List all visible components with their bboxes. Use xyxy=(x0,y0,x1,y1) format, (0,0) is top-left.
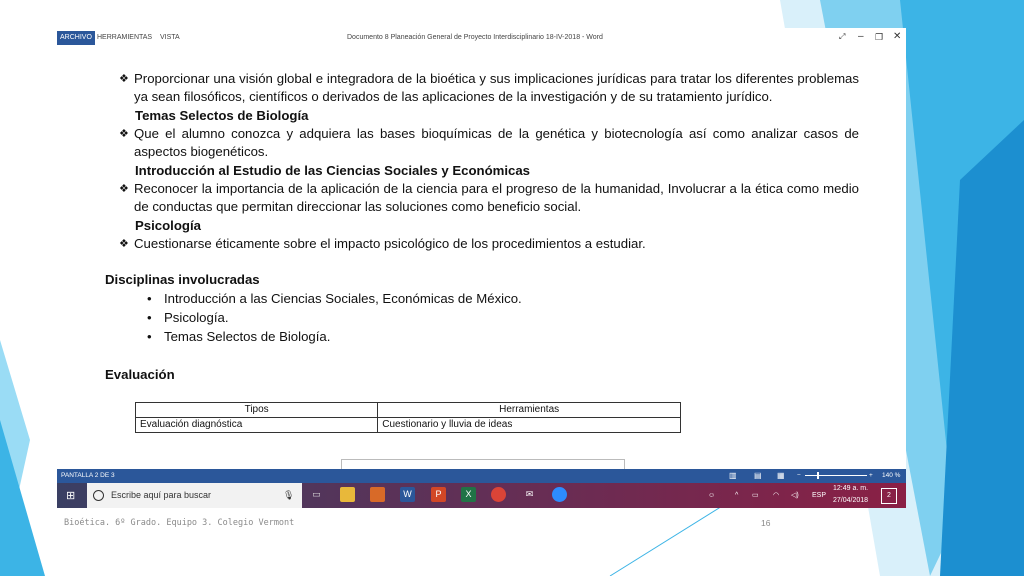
status-bar xyxy=(57,469,906,483)
battery-icon[interactable]: ▭ xyxy=(752,492,759,499)
microphone-icon[interactable]: 🎙 xyxy=(283,490,295,500)
diamond-bullet-icon: ❖ xyxy=(119,183,129,195)
menu-archivo[interactable]: ARCHIVO xyxy=(57,31,95,45)
read-mode-icon[interactable]: ▥ xyxy=(729,471,737,480)
discipline-item: • Psicología. xyxy=(147,310,229,325)
table-cell: Cuestionario y lluvia de ideas xyxy=(378,418,681,433)
zoom-out-button[interactable]: − xyxy=(797,472,801,479)
menu-bar xyxy=(57,28,906,48)
objective-bullet: ❖ Que el alumno conozca y adquiera las bases bioquímicas de la genética y biotecnología así como analizar casos de aspectos biogenéticos. xyxy=(119,126,859,159)
print-layout-icon[interactable]: ▤ xyxy=(754,471,762,480)
clock-date[interactable]: 27/04/2018 xyxy=(833,497,869,504)
word-app-icon[interactable]: W xyxy=(400,487,415,502)
evaluation-table xyxy=(135,402,681,433)
subject-heading: Psicología xyxy=(135,218,201,233)
table-header-row xyxy=(136,403,681,418)
zoom-slider[interactable] xyxy=(805,475,867,476)
windows-taskbar xyxy=(57,483,906,508)
diamond-bullet-icon: ❖ xyxy=(119,128,129,140)
clock-time[interactable]: 12:49 a. m. xyxy=(833,485,869,492)
slide-number: 16 xyxy=(761,518,771,528)
subject-heading: Temas Selectos de Biología xyxy=(135,108,309,123)
excel-app-icon[interactable]: X xyxy=(461,487,476,502)
search-placeholder: Escribe aquí para buscar xyxy=(111,490,212,500)
store-icon[interactable] xyxy=(370,487,385,502)
evaluacion-heading: Evaluación xyxy=(105,367,175,382)
discipline-item: • Introducción a las Ciencias Sociales, Económicas de México. xyxy=(147,291,522,306)
word-window xyxy=(57,28,906,508)
slide-footer: Bioética. 6º Grado. Equipo 3. Colegio Vermont xyxy=(64,518,295,528)
diamond-bullet-icon: ❖ xyxy=(119,238,129,250)
fullscreen-icon[interactable]: ⤢ xyxy=(839,32,846,41)
zoom-slider-thumb[interactable] xyxy=(817,472,819,479)
page-indicator: PANTALLA 2 DE 3 xyxy=(61,472,115,479)
menu-herramientas[interactable]: HERRAMIENTAS xyxy=(97,34,153,41)
restore-icon[interactable]: ❐ xyxy=(875,32,884,42)
cortana-circle-icon xyxy=(93,490,104,501)
diamond-bullet-icon: ❖ xyxy=(119,73,129,85)
task-view-icon[interactable]: ▭ xyxy=(312,489,321,499)
zoom-in-button[interactable]: + xyxy=(869,472,873,479)
menu-vista[interactable]: VISTA xyxy=(160,34,180,41)
volume-icon[interactable]: ◁) xyxy=(791,492,799,499)
objective-bullet: ❖ Cuestionarse éticamente sobre el impacto psicológico de los procedimientos a estudiar. xyxy=(119,236,646,251)
powerpoint-app-icon[interactable]: P xyxy=(431,487,446,502)
table-cell: Evaluación diagnóstica xyxy=(136,418,378,433)
web-layout-icon[interactable]: ▦ xyxy=(777,471,785,480)
zoom-app-icon[interactable] xyxy=(552,487,567,502)
chrome-app-icon[interactable] xyxy=(491,487,506,502)
column-header: Tipos xyxy=(136,403,378,418)
discipline-item: • Temas Selectos de Biología. xyxy=(147,329,331,344)
zoom-level[interactable]: 140 % xyxy=(882,472,901,479)
objective-bullet: ❖ Reconocer la importancia de la aplicación de la ciencia para el progreso de la humanidad, Involucrar a la ética como medio de conductas que permitan direccionar las soluciones como beneficio social. xyxy=(119,181,859,214)
notification-center-icon[interactable]: 2 xyxy=(881,488,897,504)
mail-app-icon[interactable]: ✉ xyxy=(525,489,534,499)
minimize-icon[interactable]: – xyxy=(858,31,864,42)
column-header: Herramientas xyxy=(378,403,681,418)
show-hidden-icons-icon[interactable]: ^ xyxy=(735,492,739,499)
taskbar-search-box[interactable] xyxy=(87,483,302,508)
subject-heading: Introducción al Estudio de las Ciencias Sociales y Económicas xyxy=(135,163,531,178)
file-explorer-icon[interactable] xyxy=(340,487,355,502)
wifi-icon[interactable]: ◠ xyxy=(773,492,780,499)
table-row xyxy=(136,418,681,433)
disciplinas-heading: Disciplinas involucradas xyxy=(105,272,260,287)
objective-bullet: ❖ Proporcionar una visión global e integradora de la bioética y sus implicaciones jurídicas para tratar los diferentes problemas ya sean filosóficos, científicos o derivados de las aplicaciones de la investigación y de su tratamiento jurídico. xyxy=(119,71,859,104)
close-icon[interactable]: ✕ xyxy=(893,31,902,42)
language-indicator[interactable]: ESP xyxy=(812,492,827,499)
people-icon[interactable]: ☺ xyxy=(708,492,716,499)
windows-start-icon[interactable]: ⊞ xyxy=(66,490,76,502)
document-title: Documento 8 Planeación General de Proyecto Interdisciplinario 18-IV-2018 - Word xyxy=(347,34,603,41)
